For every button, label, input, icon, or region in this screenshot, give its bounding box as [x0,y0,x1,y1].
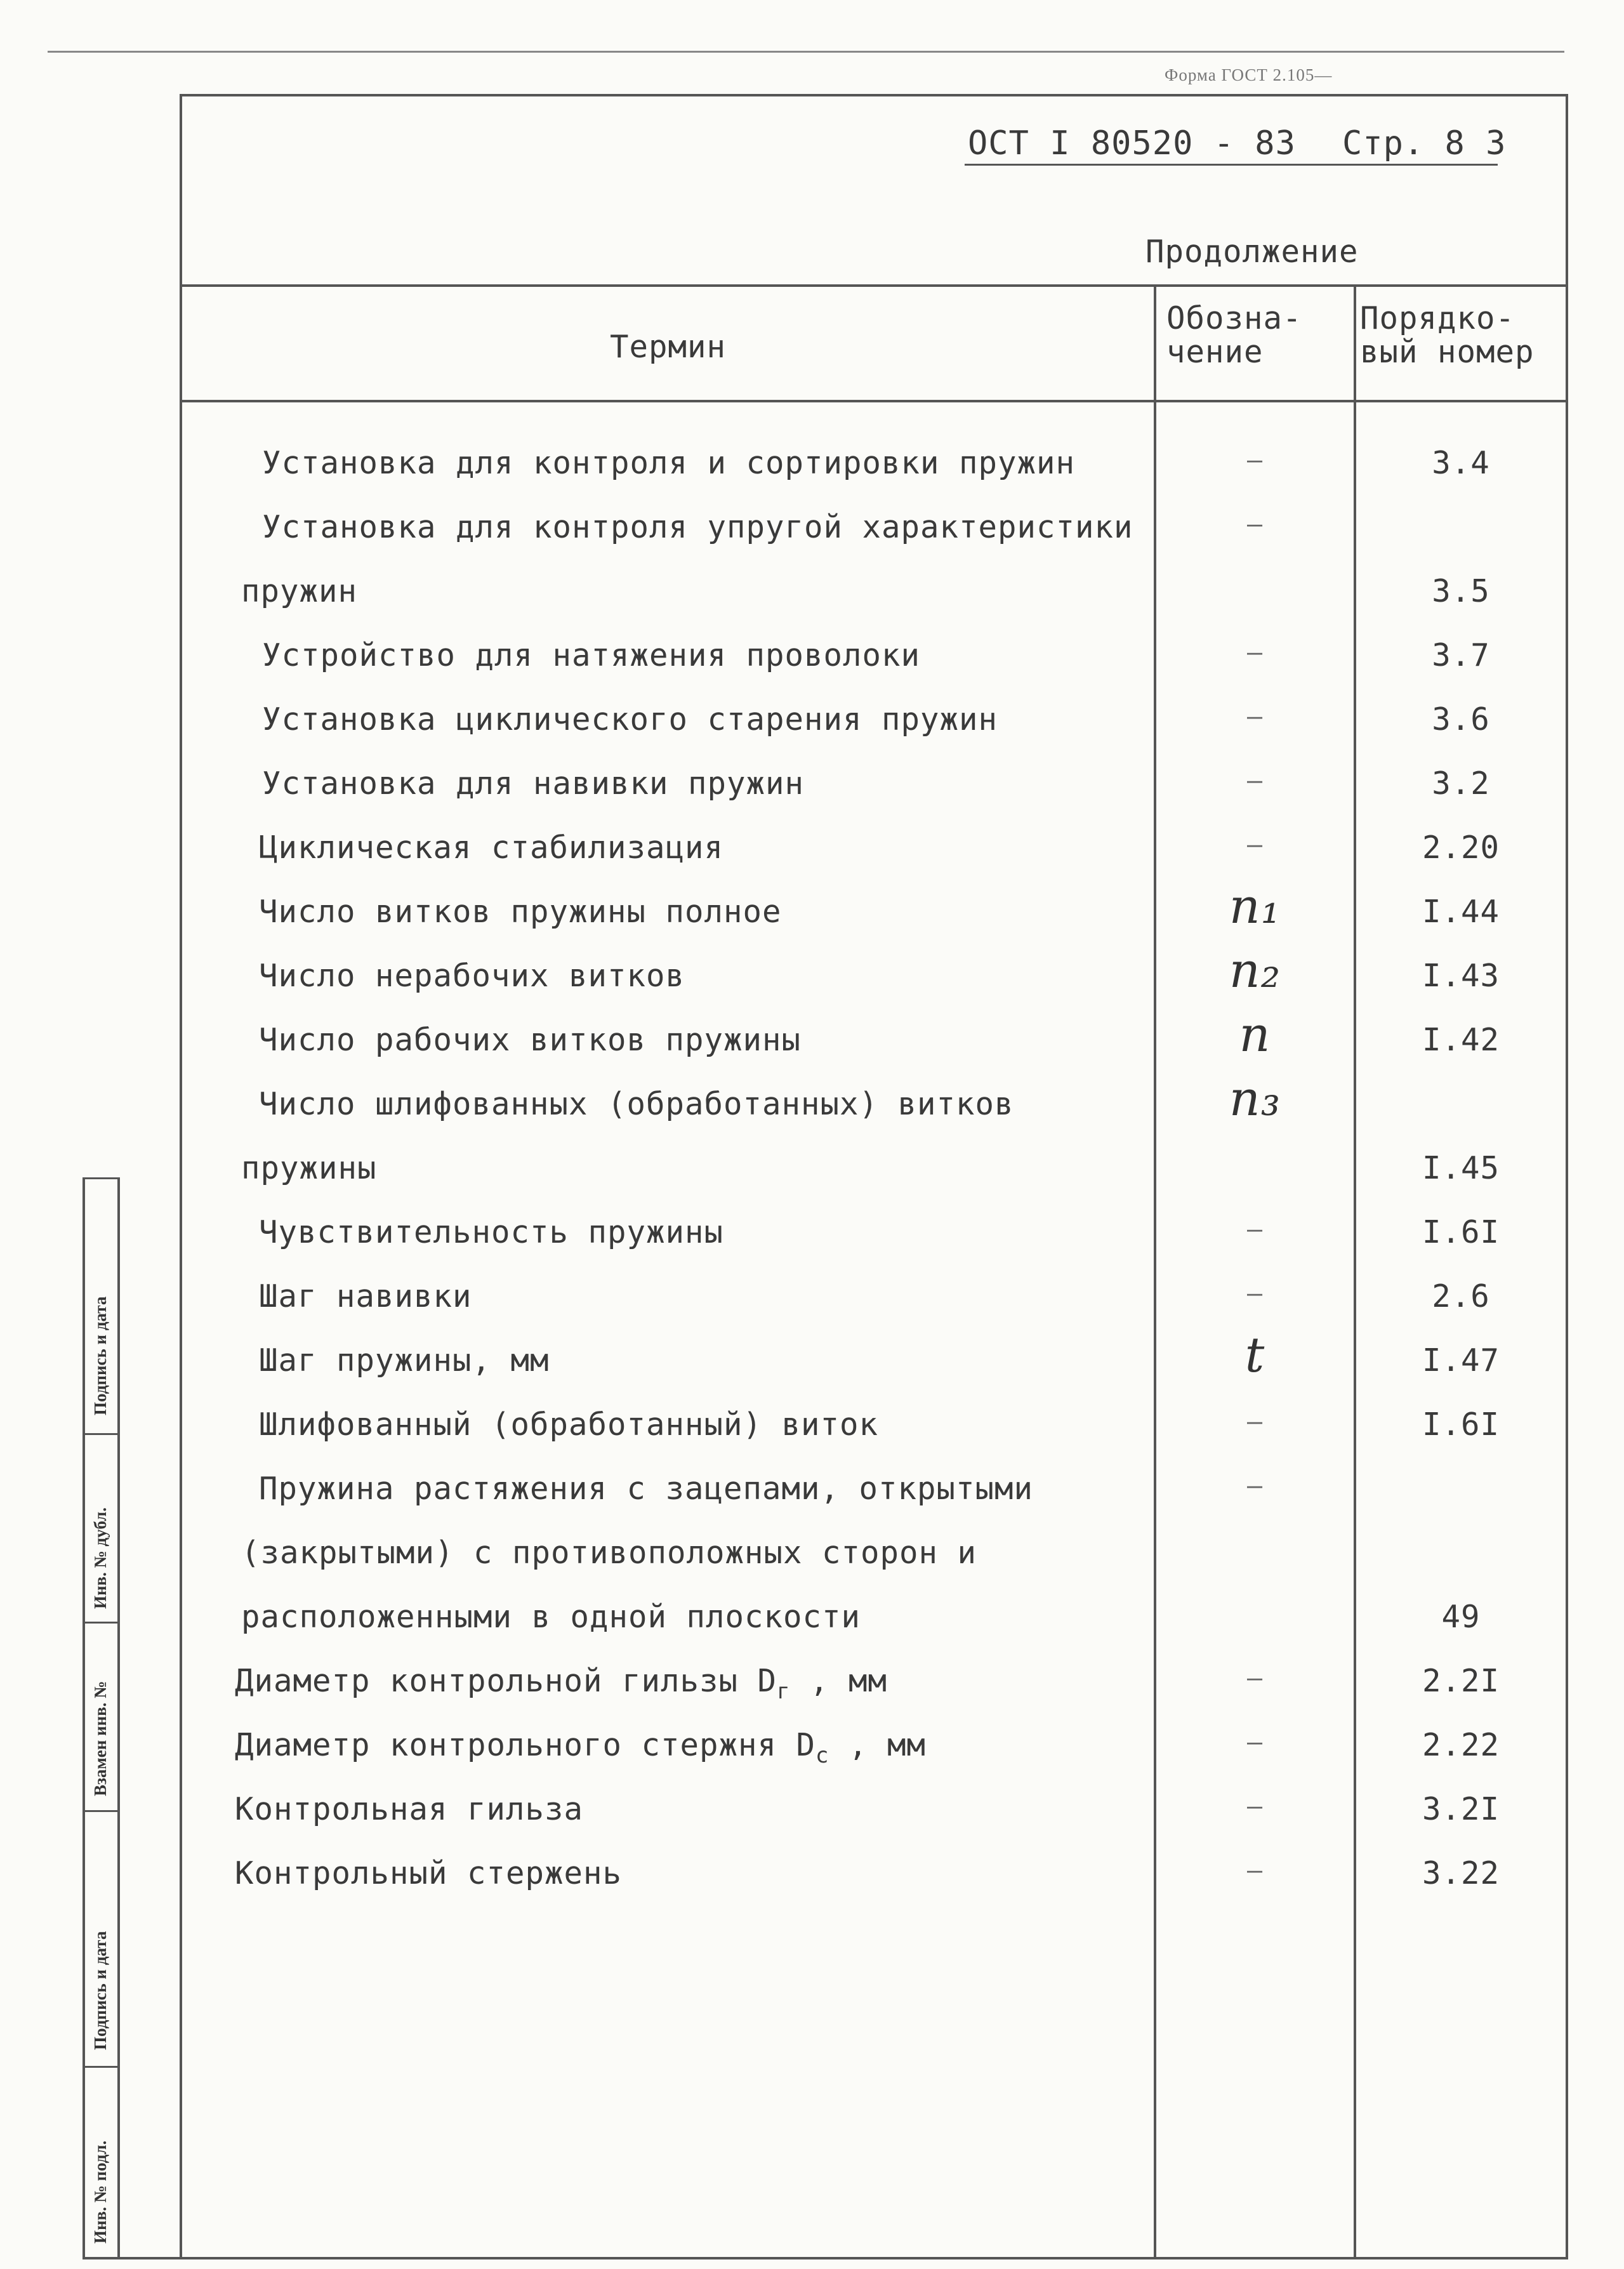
term-label: Число витков пружины полное [259,894,782,930]
term-text [262,509,1133,545]
number-cell: 3.2 [1432,765,1490,802]
designation-cell: — [1246,830,1264,859]
designation-cell: — [1246,446,1264,475]
term-label: Шлифованный (обработанный) виток [259,1406,879,1443]
number-cell: I.6I [1422,1406,1500,1443]
term-label: Число нерабочих витков [259,958,685,994]
designation-cell: — [1246,1279,1264,1308]
designation-cell: — [1246,1407,1264,1436]
term-text [259,830,724,866]
term-label: Устройство для натяжения проволоки [262,637,921,673]
term-label: Число шлифованных (обработанных) витков [259,1086,1014,1122]
term-text [262,637,921,673]
stamp-duplicate-inv: Инв. № дубл. [91,1507,110,1609]
term-text [262,701,998,738]
term-text [241,1150,377,1186]
stamp-signature-date-2: Подпись и дата [91,1931,110,2050]
term-text [259,1406,879,1443]
stamp-replacement-inv: Взамен инв. № [91,1681,110,1796]
continuation-label: Продолжение [1145,234,1359,270]
term-text [235,1727,927,1768]
term-subscript: с [815,1742,829,1768]
number-cell: 2.22 [1422,1727,1500,1763]
column-header-term: Термин [609,329,726,365]
term-label: Шаг пружины, мм [259,1342,550,1379]
term-label: пружин [241,573,358,609]
term-label: Установка для навивки пружин [262,765,805,802]
term-label: Диаметр контрольного стержня D [235,1727,816,1763]
term-subscript: г [777,1678,791,1704]
designation-cell: — [1246,1792,1264,1821]
term-label: Контрольный стержень [235,1855,623,1891]
column-header-number: Порядко- вый номер [1360,300,1535,370]
term-label: Контрольная гильза [235,1791,584,1827]
number-cell: I.47 [1422,1342,1500,1379]
designation-cell: n₁ [1229,878,1281,934]
term-text [259,1471,1034,1507]
term-text [235,1665,887,1702]
term-text [259,1088,1014,1120]
term-label: Шаг навивки [259,1278,472,1314]
term-text [262,447,1075,479]
designation-cell: — [1246,1664,1264,1693]
designation-cell: — [1246,1728,1264,1757]
number-cell: 3.7 [1432,637,1490,673]
term-label: Циклическая стабилизация [259,830,724,866]
designation-cell: n₂ [1229,942,1281,998]
term-label: расположенными в одной плоскости [241,1599,861,1635]
term-text [235,1791,584,1827]
term-label: Число рабочих витков пружины [259,1022,802,1058]
term-text [259,894,782,930]
term-text [241,1535,977,1571]
document-code: ОСТ I 80520 - 83 [968,124,1296,162]
term-label: пружины [241,1150,377,1186]
term-unit: , мм [790,1663,888,1699]
number-cell: 49 [1441,1599,1481,1635]
term-text [259,1022,802,1058]
number-cell: 3.5 [1432,573,1490,609]
designation-cell: — [1246,702,1264,731]
term-text [259,1342,550,1379]
designation-cell: — [1246,1215,1264,1244]
term-label: (закрытыми) с противоположных сторон и [241,1535,977,1571]
stamp-signature-date-1: Подпись и дата [91,1296,110,1415]
number-cell: 3.6 [1432,701,1490,738]
designation-cell: — [1246,1856,1264,1885]
number-cell: 3.22 [1422,1855,1500,1891]
designation-cell: — [1246,766,1264,795]
term-text [235,1855,623,1891]
term-text [259,958,685,994]
designation-cell: — [1246,510,1264,539]
term-label: Установка для контроля и сортировки пружин [262,445,1076,481]
term-text [262,765,805,802]
column-header-designation: Обозна- чение [1166,300,1302,370]
term-label: Чувствительность пружины [259,1214,724,1250]
number-cell: I.6I [1422,1214,1500,1250]
term-label: Диаметр контрольной гильзы D [235,1663,777,1699]
term-label: Пружина растяжения с зацепами, открытыми [259,1471,1034,1507]
number-cell: 3.4 [1432,445,1490,481]
number-cell: 3.2I [1422,1791,1500,1827]
term-label: Установка циклического старения пружин [262,701,998,738]
designation-cell: — [1246,638,1264,667]
stamp-original-inv: Инв. № подл. [91,2140,110,2244]
number-cell: 2.2I [1422,1663,1500,1699]
term-text [259,1278,472,1314]
number-cell: 2.20 [1422,830,1500,866]
designation-cell: t [1244,1326,1265,1383]
number-cell: I.44 [1422,894,1500,930]
designation-cell: n [1239,1006,1271,1062]
number-cell: I.43 [1422,958,1500,994]
number-cell: 2.6 [1432,1278,1490,1314]
designation-cell: n₃ [1229,1070,1281,1127]
term-text [241,1599,861,1635]
number-cell: I.45 [1422,1150,1500,1186]
number-cell: I.42 [1422,1022,1500,1058]
term-text [259,1214,724,1250]
term-text [241,573,358,609]
page-number: Стр. 8 3 [1342,124,1507,162]
term-label: Установка для контроля упругой характеристики [262,509,1133,545]
term-unit: , мм [829,1727,927,1763]
form-label: Форма ГОСТ 2.105— [1165,65,1333,84]
designation-cell: — [1246,1471,1264,1500]
